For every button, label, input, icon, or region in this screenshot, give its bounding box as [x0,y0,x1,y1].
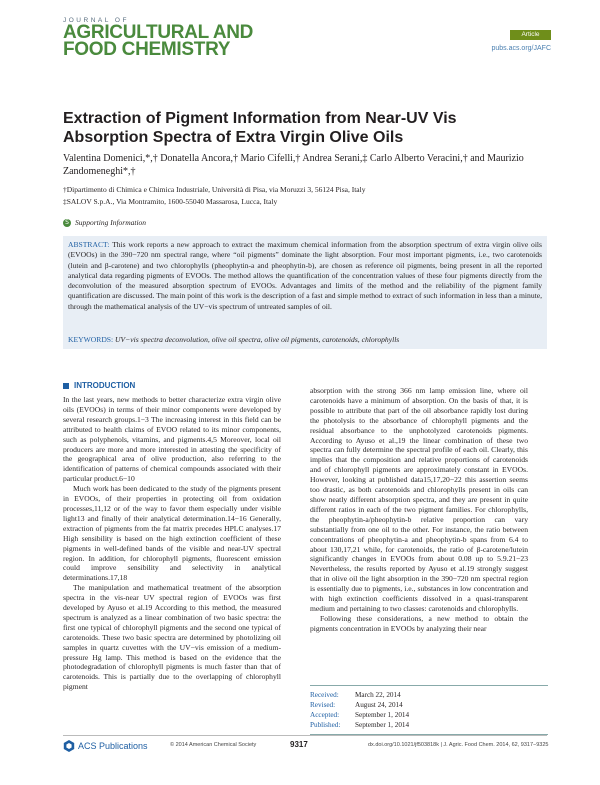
supporting-information-link[interactable] [63,218,146,227]
journal-name-line2: FOOD CHEMISTRY [63,39,231,60]
footer-divider [63,735,547,736]
abstract [68,240,542,312]
supporting-info-icon: S [63,219,71,227]
paragraph: Much work has been dedicated to the study of the pigments present in EVOOs, of their properties in protecting oil from oxidation processes,11,12 or of the way to favor them especially under visible light13 and finally of their analytical determination.14−16 Generally, extraction of pigments from the fat matrix precedes HPLC analyses.17 High sensibility is based on the high extinction coefficient of these pigments in well-defined bands of the visible and near-UV spectral region. In addition, for chlorophyll pigments, fluorescent emission could improve sensibility and selectivity in analytical determinations.17,18 [63,484,281,583]
date-value: September 1, 2014 [355,711,410,719]
keywords-label: KEYWORDS: [68,335,114,344]
article-type-badge: Article [510,30,551,40]
section-heading-introduction [63,381,135,390]
acs-hexagon-icon [63,740,75,752]
copyright-notice: © 2014 American Chemical Society [170,742,257,748]
date-label: Accepted: [310,711,340,719]
journal-name-line1: AGRICULTURAL AND [63,22,254,43]
date-value: August 24, 2014 [355,701,403,709]
date-value: March 22, 2014 [355,691,401,699]
supporting-info-label: Supporting Information [75,218,147,227]
author-list: Valentina Domenici,*,† Donatella Ancora,† Mario Cifelli,† Andrea Serani,‡ Carlo Alberto Veracini,† and Maurizio Zandomeneghi*,† [63,153,524,177]
date-row [310,700,548,710]
doi-citation[interactable]: dx.doi.org/10.1021/jf503818k | J. Agric. Food Chem. 2014, 62, 9317−9325 [368,742,549,748]
date-label: Revised: [310,701,336,709]
keywords-text: UV−vis spectra deconvolution, olive oil spectra, olive oil pigments, carotenoids, chlorophylls [115,335,400,344]
date-row [310,710,548,720]
body-column-left [63,395,281,692]
section-title: INTRODUCTION [74,381,136,390]
date-label: Published: [310,721,341,729]
date-row [310,690,548,700]
journal-logo [63,24,253,58]
date-value: September 1, 2014 [355,721,410,729]
paragraph: The manipulation and mathematical treatment of the absorption spectra in the vis-near UV spectral region of EVOOs was first developed by Ayuso et al.19 According to this method, the measured spectrum is analyzed as a linear combination of two basic spectra: the first one typical of chlorophyll pigments and the second one typical of carotenoids. These two basic spectra are determined by photolizing oil samples in quartz cuvettes with the UV−vis emission of a medium-pressure Hg lamp. This method is based on the evidence that the photodegradation of chlorophyll pigments is much faster than that of carotenoids. This is partially due to the overlapping of chlorophyll pigment [63,583,281,692]
paragraph: Following these considerations, a new method to obtain the pigments concentration in EVOOs by analyzing their near [310,613,528,633]
paragraph: In the last years, new methods to better characterize extra virgin olive oils (EVOOs) in terms of their minor components were developed by several research groups.1−3 The increasing interest in this field can be attributed to health claims of EVOO related to its minor components, such as polyphenols, vitamins, and pigments.4,5 Moreover, local oil producers are more and more interested in attesting the specificity of the geographical area of olive production, also referring to the identification of patterns of chemical compounds associated with their particular product.6−10 [63,395,281,484]
journal-kicker: JOURNAL OF [63,17,129,24]
journal-url-link[interactable]: pubs.acs.org/JAFC [491,45,551,52]
paragraph: absorption with the strong 366 nm lamp emission line, where oil carotenoids have a minimum of absorption. On the basis of that, it is possible to attribute that part of the oil absorbance rapidly lost during the photolysis to the absorbance of chlorophyll pigments and the residual absorbance to the unphotolyzed carotenoids pigments. According to Ayuso et al.,19 the linear combination of these two spectra can fully determine the spectral profile of each oil. Clearly, this implies that the composition and relative proportions of carotenoids and of chlorophyll pigments are approximately constant in EVOOs. However, looking at published data15,17,20−22 this assertion seems too drastic, as both carotenoids and chlorophylls present in oils can show neatly different absorption spectra, and they are present in quite different ratios in each of the two pigment families. For chlorophylls, the pheophytin-a/pheophytin-b relative proportion can vary substantially from one oil to the other. For instance, the ratio between concentrations of pheophytin-a and pheophytin-b spans from 6.4 to about 130,17,21 while, for carotenoids, the ratio of β-carotene/lutein significantly changes in EVOOs from about 0.08 up to 5.9.21−23 Nevertheless, the results reported by Ayuso et al.19 strongly suggest that in olive oil the light absorption in the 390−720 nm spectral region is essentially due to pigments, i.e., substances in low concentration and with high extinction coefficients dissolved in a quasi-transparent medium and pertaining to two classes: carotenoids and chlorophylls. [310,386,528,613]
keywords [68,335,542,345]
date-label: Received: [310,691,339,699]
acs-publications-logo[interactable] [63,740,148,752]
affiliation-pisa: †Dipartimento di Chimica e Chimica Industriale, Università di Pisa, via Moruzzi 3, 56124 Pisa, Italy [63,185,366,194]
page-number: 9317 [290,740,308,749]
article-title: Extraction of Pigment Information from Near-UV Vis Absorption Spectra of Extra Virgin Olive Oils [63,110,457,146]
publisher-name: ACS Publications [78,741,148,751]
publication-dates [310,685,548,735]
affiliations [63,184,543,208]
section-square-icon [63,383,69,389]
affiliation-salov: ‡SALOV S.p.A., Via Montramito, 1600-55040 Massarosa, Lucca, Italy [63,197,278,206]
body-column-right [310,386,528,634]
date-row [310,720,548,730]
abstract-text: This work reports a new approach to extract the maximum chemical information from the absorption spectrum of extra virgin olive oils (EVOOs) in the 390−720 nm spectral range, where “oil pigments” dominate the light absorption. Four most important pigments, i.e., two carotenoids (lutein and β-carotene) and two chlorophylls (pheophytin-a and pheophytin-b), are chosen as reference oil pigments, being present in all the reported analytical data regarding pigments of EVOOs. The method allows the quantification of the concentration values of these four pigments directly from the deconvolution of the measured absorption spectrum of EVOOs. Advantages and limits of the method and the reliability of the pigment family quantification are discussed. The main point of this work is the description of a fast and simple method to extract of such information in less than a minute, through the mathematical analysis of the UV−vis spectrum of untreated samples of oil. [68,240,542,311]
abstract-label: ABSTRACT: [68,240,110,249]
